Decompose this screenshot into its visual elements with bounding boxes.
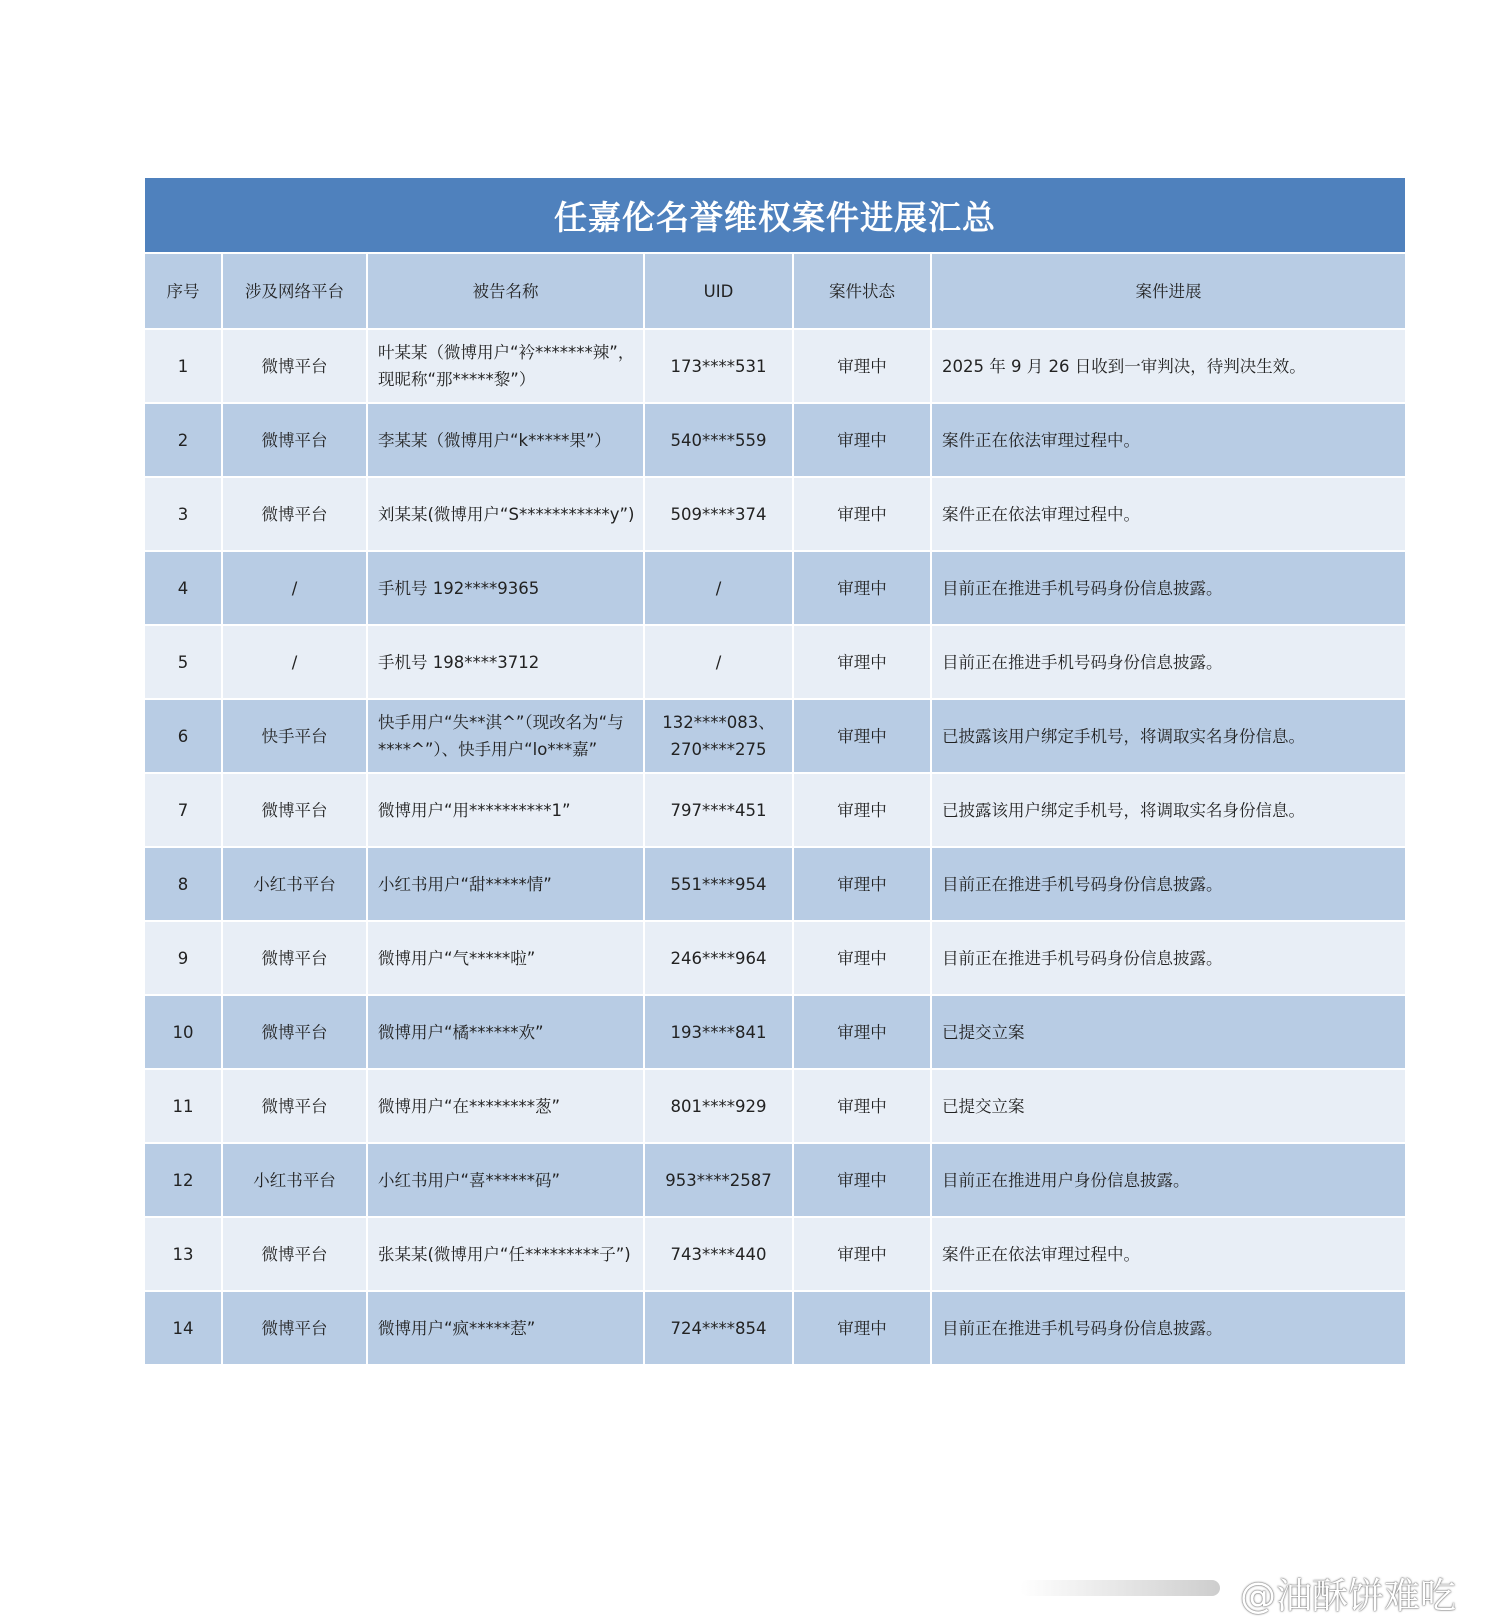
cell-status: 审理中 bbox=[793, 477, 931, 551]
cell-defendant: 小红书用户“甜*****情” bbox=[367, 847, 644, 921]
cell-status: 审理中 bbox=[793, 403, 931, 477]
cell-defendant: 微博用户“用**********1” bbox=[367, 773, 644, 847]
cell-progress: 案件正在依法审理过程中。 bbox=[931, 403, 1405, 477]
cell-uid: 724****854 bbox=[644, 1291, 793, 1365]
cell-no: 5 bbox=[145, 625, 222, 699]
cell-platform: 小红书平台 bbox=[222, 847, 367, 921]
cell-progress: 已披露该用户绑定手机号，将调取实名身份信息。 bbox=[931, 699, 1405, 773]
header-platform: 涉及网络平台 bbox=[222, 254, 367, 329]
cell-no: 1 bbox=[145, 329, 222, 403]
cell-defendant: 手机号 192****9365 bbox=[367, 551, 644, 625]
table-row bbox=[145, 995, 1405, 1069]
cell-progress: 已披露该用户绑定手机号，将调取实名身份信息。 bbox=[931, 773, 1405, 847]
header-defendant: 被告名称 bbox=[367, 254, 644, 329]
cell-uid: 743****440 bbox=[644, 1217, 793, 1291]
cell-defendant: 张某某(微博用户“任*********子”) bbox=[367, 1217, 644, 1291]
cell-uid: 540****559 bbox=[644, 403, 793, 477]
cell-no: 9 bbox=[145, 921, 222, 995]
cell-no: 3 bbox=[145, 477, 222, 551]
cell-platform: 微博平台 bbox=[222, 329, 367, 403]
cell-defendant: 微博用户“橘******欢” bbox=[367, 995, 644, 1069]
cell-uid: 551****954 bbox=[644, 847, 793, 921]
cell-progress: 目前正在推进手机号码身份信息披露。 bbox=[931, 921, 1405, 995]
table-header bbox=[145, 254, 1405, 329]
cell-status: 审理中 bbox=[793, 1291, 931, 1365]
cell-progress: 目前正在推进手机号码身份信息披露。 bbox=[931, 625, 1405, 699]
header-uid: UID bbox=[644, 254, 793, 329]
cell-status: 审理中 bbox=[793, 551, 931, 625]
cell-progress: 已提交立案 bbox=[931, 1069, 1405, 1143]
cell-defendant: 手机号 198****3712 bbox=[367, 625, 644, 699]
cell-platform: / bbox=[222, 625, 367, 699]
cell-uid: 801****929 bbox=[644, 1069, 793, 1143]
cell-defendant: 微博用户“气*****啦” bbox=[367, 921, 644, 995]
cell-no: 12 bbox=[145, 1143, 222, 1217]
cell-platform: 微博平台 bbox=[222, 477, 367, 551]
cell-platform: 微博平台 bbox=[222, 995, 367, 1069]
cell-defendant: 微博用户“在********葱” bbox=[367, 1069, 644, 1143]
cell-defendant: 快手用户“失**淇^”（现改名为“与****^”）、快手用户“lo***嘉” bbox=[367, 699, 644, 773]
cell-platform: 小红书平台 bbox=[222, 1143, 367, 1217]
cell-uid: 509****374 bbox=[644, 477, 793, 551]
cell-no: 13 bbox=[145, 1217, 222, 1291]
table-row bbox=[145, 921, 1405, 995]
cell-no: 8 bbox=[145, 847, 222, 921]
cell-uid: 246****964 bbox=[644, 921, 793, 995]
cell-uid: / bbox=[644, 551, 793, 625]
header-status: 案件状态 bbox=[793, 254, 931, 329]
cell-progress: 2025 年 9 月 26 日收到一审判决，待判决生效。 bbox=[931, 329, 1405, 403]
cell-uid: / bbox=[644, 625, 793, 699]
cell-defendant: 小红书用户“喜******码” bbox=[367, 1143, 644, 1217]
table-title: 任嘉伦名誉维权案件进展汇总 bbox=[145, 178, 1405, 254]
table-row bbox=[145, 847, 1405, 921]
cell-no: 14 bbox=[145, 1291, 222, 1365]
cell-status: 审理中 bbox=[793, 1143, 931, 1217]
cell-no: 7 bbox=[145, 773, 222, 847]
cell-no: 4 bbox=[145, 551, 222, 625]
cell-defendant: 李某某（微博用户“k*****果”） bbox=[367, 403, 644, 477]
cell-progress: 案件正在依法审理过程中。 bbox=[931, 477, 1405, 551]
cell-defendant: 叶某某（微博用户“衿*******辣”，现昵称“那*****黎”） bbox=[367, 329, 644, 403]
cell-status: 审理中 bbox=[793, 847, 931, 921]
cell-status: 审理中 bbox=[793, 625, 931, 699]
cell-platform: / bbox=[222, 551, 367, 625]
table-row bbox=[145, 699, 1405, 773]
cell-no: 2 bbox=[145, 403, 222, 477]
cell-uid: 797****451 bbox=[644, 773, 793, 847]
watermark-fade bbox=[1020, 1580, 1220, 1596]
table-row bbox=[145, 773, 1405, 847]
cell-progress: 目前正在推进用户身份信息披露。 bbox=[931, 1143, 1405, 1217]
table-row bbox=[145, 1069, 1405, 1143]
cell-uid: 132****083、270****275 bbox=[644, 699, 793, 773]
cell-status: 审理中 bbox=[793, 1069, 931, 1143]
case-summary-table-container bbox=[145, 178, 1405, 1366]
cell-status: 审理中 bbox=[793, 1217, 931, 1291]
cell-defendant: 微博用户“疯*****惹” bbox=[367, 1291, 644, 1365]
cell-platform: 微博平台 bbox=[222, 403, 367, 477]
table-row bbox=[145, 403, 1405, 477]
cell-progress: 目前正在推进手机号码身份信息披露。 bbox=[931, 551, 1405, 625]
header-no: 序号 bbox=[145, 254, 222, 329]
cell-progress: 目前正在推进手机号码身份信息披露。 bbox=[931, 847, 1405, 921]
cell-defendant: 刘某某(微博用户“S***********y”) bbox=[367, 477, 644, 551]
table-row bbox=[145, 1291, 1405, 1365]
cell-progress: 案件正在依法审理过程中。 bbox=[931, 1217, 1405, 1291]
table-row bbox=[145, 1143, 1405, 1217]
cell-platform: 微博平台 bbox=[222, 1291, 367, 1365]
table-body bbox=[145, 329, 1405, 1365]
cell-uid: 953****2587 bbox=[644, 1143, 793, 1217]
table-row bbox=[145, 329, 1405, 403]
table-row bbox=[145, 551, 1405, 625]
table-row bbox=[145, 625, 1405, 699]
cell-progress: 目前正在推进手机号码身份信息披露。 bbox=[931, 1291, 1405, 1365]
case-table bbox=[145, 254, 1405, 1366]
cell-no: 6 bbox=[145, 699, 222, 773]
cell-uid: 193****841 bbox=[644, 995, 793, 1069]
cell-status: 审理中 bbox=[793, 995, 931, 1069]
cell-platform: 微博平台 bbox=[222, 1069, 367, 1143]
cell-progress: 已提交立案 bbox=[931, 995, 1405, 1069]
cell-uid: 173****531 bbox=[644, 329, 793, 403]
cell-status: 审理中 bbox=[793, 921, 931, 995]
table-row bbox=[145, 477, 1405, 551]
cell-status: 审理中 bbox=[793, 773, 931, 847]
cell-platform: 快手平台 bbox=[222, 699, 367, 773]
table-row bbox=[145, 1217, 1405, 1291]
cell-platform: 微博平台 bbox=[222, 1217, 367, 1291]
cell-no: 10 bbox=[145, 995, 222, 1069]
cell-no: 11 bbox=[145, 1069, 222, 1143]
cell-platform: 微博平台 bbox=[222, 921, 367, 995]
cell-status: 审理中 bbox=[793, 699, 931, 773]
watermark-text: @油酥饼难吃 bbox=[1239, 1576, 1456, 1617]
header-row bbox=[145, 254, 1405, 329]
cell-platform: 微博平台 bbox=[222, 773, 367, 847]
header-progress: 案件进展 bbox=[931, 254, 1405, 329]
cell-status: 审理中 bbox=[793, 329, 931, 403]
